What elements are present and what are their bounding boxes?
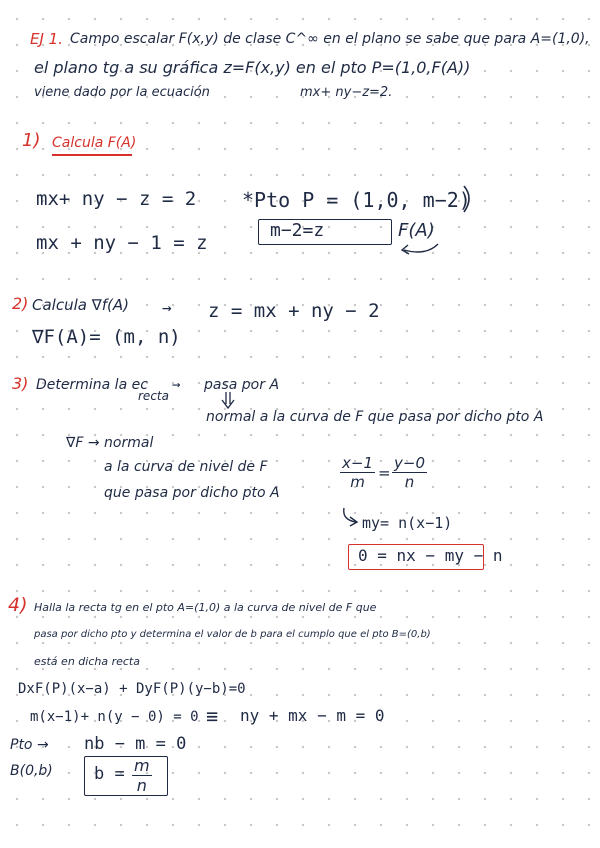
part-4-b-fraction xyxy=(132,758,152,794)
part-4-number: 4) xyxy=(8,594,28,616)
part-1-fa: F(A) xyxy=(398,220,435,241)
exercise-label: EJ 1. xyxy=(30,30,63,48)
part-4-b-eq: b = xyxy=(94,764,125,784)
part-3-arrow: → xyxy=(172,377,181,393)
part-3-down-arrow xyxy=(222,392,234,408)
part-1-title: Calcula F(A) xyxy=(52,135,137,151)
part-4-pto-eq: nb − m = 0 xyxy=(84,734,187,754)
part-4-b-num: m xyxy=(134,756,150,775)
part-3-normal: normal a la curva de F que pasa por dicho pto A xyxy=(206,409,544,425)
part-3-fraction-y xyxy=(392,456,427,490)
part-4-b-label: B(0,b) xyxy=(10,763,53,779)
part-1-boxed-eq: m−2=z xyxy=(270,220,325,241)
part-3-hook-arrow xyxy=(344,508,356,522)
statement-line-2: el plano tg a su gráfica z=F(x,y) en el pto P=(1,0,F(A)) xyxy=(34,58,471,77)
part-3-grad-normal: ∇F → normal xyxy=(66,435,154,451)
part-4-line-2: pasa por dicho pto y determina el valor de b para el cumplo que el pto B=(0,b) xyxy=(34,629,431,640)
part-2-gradient: ∇F(A)= (m, n) xyxy=(32,326,181,348)
part-3-my-eq: my= n(x−1) xyxy=(362,514,453,532)
part-2-arrow: → xyxy=(162,298,172,317)
part-3-frac-x-num: x−1 xyxy=(342,454,373,472)
part-3-title: Determina la ec xyxy=(36,377,148,393)
part-3-pasa: pasa por A xyxy=(204,377,280,393)
part-4-eq-2b: ny + mx − m = 0 xyxy=(240,706,385,725)
part-1-eq-1: mx+ ny − z = 2 xyxy=(36,188,197,210)
part-1-eq-2: mx + ny − 1 = z xyxy=(36,232,208,254)
part-3-equals: = xyxy=(378,464,391,482)
part-2-number: 2) xyxy=(12,294,29,313)
part-2-title: Calcula ∇f(A) xyxy=(32,296,129,314)
part-3-frac-y-num: y−0 xyxy=(394,454,425,472)
part-4-b-den: n xyxy=(136,776,147,795)
part-4-line-1: Halla la recta tg en el pto A=(1,0) a la curva de nivel de F que xyxy=(34,601,377,614)
part-1-number: 1) xyxy=(22,130,41,151)
part-3-boxed-eq: 0 = nx − my − n xyxy=(358,546,503,565)
part-3-fraction-x xyxy=(340,456,375,490)
part-1-title-underline xyxy=(52,154,132,156)
part-4-pto-label: Pto → xyxy=(10,737,49,753)
part-1-pto-line: *Pto P = (1,0, m−2) xyxy=(242,188,471,212)
part-3-curva: a la curva de nivel de F xyxy=(104,459,268,475)
part-3-frac-y-den: n xyxy=(404,473,415,491)
part-2-eq: z = mx + ny − 2 xyxy=(208,300,380,322)
part-3-hook-arrow-head xyxy=(350,517,357,526)
statement-line-3b: mx+ ny−z=2. xyxy=(300,85,393,100)
statement-line-1: Campo escalar F(x,y) de clase C^∞ en el plano se sabe que para A=(1,0), xyxy=(70,31,590,47)
part-1-curved-arrow-head xyxy=(402,245,409,254)
part-3-frac-x-den: m xyxy=(350,473,365,491)
statement-line-3a: viene dado por la ecuación xyxy=(34,85,210,100)
part-4-line-3: está en dicha recta xyxy=(34,655,140,668)
part-3-title-recta: recta xyxy=(138,389,169,403)
part-3-que-pasa: que pasa por dicho pto A xyxy=(104,485,280,501)
part-1-curved-arrow xyxy=(404,244,438,252)
part-4-equivalence: ≡ xyxy=(206,704,219,728)
part-3-number: 3) xyxy=(12,374,29,393)
part-4-eq-1: DxF(P)(x−a) + DyF(P)(y−b)=0 xyxy=(18,681,246,697)
part-4-eq-2a: m(x−1)+ n(y − 0) = 0 xyxy=(30,709,199,725)
